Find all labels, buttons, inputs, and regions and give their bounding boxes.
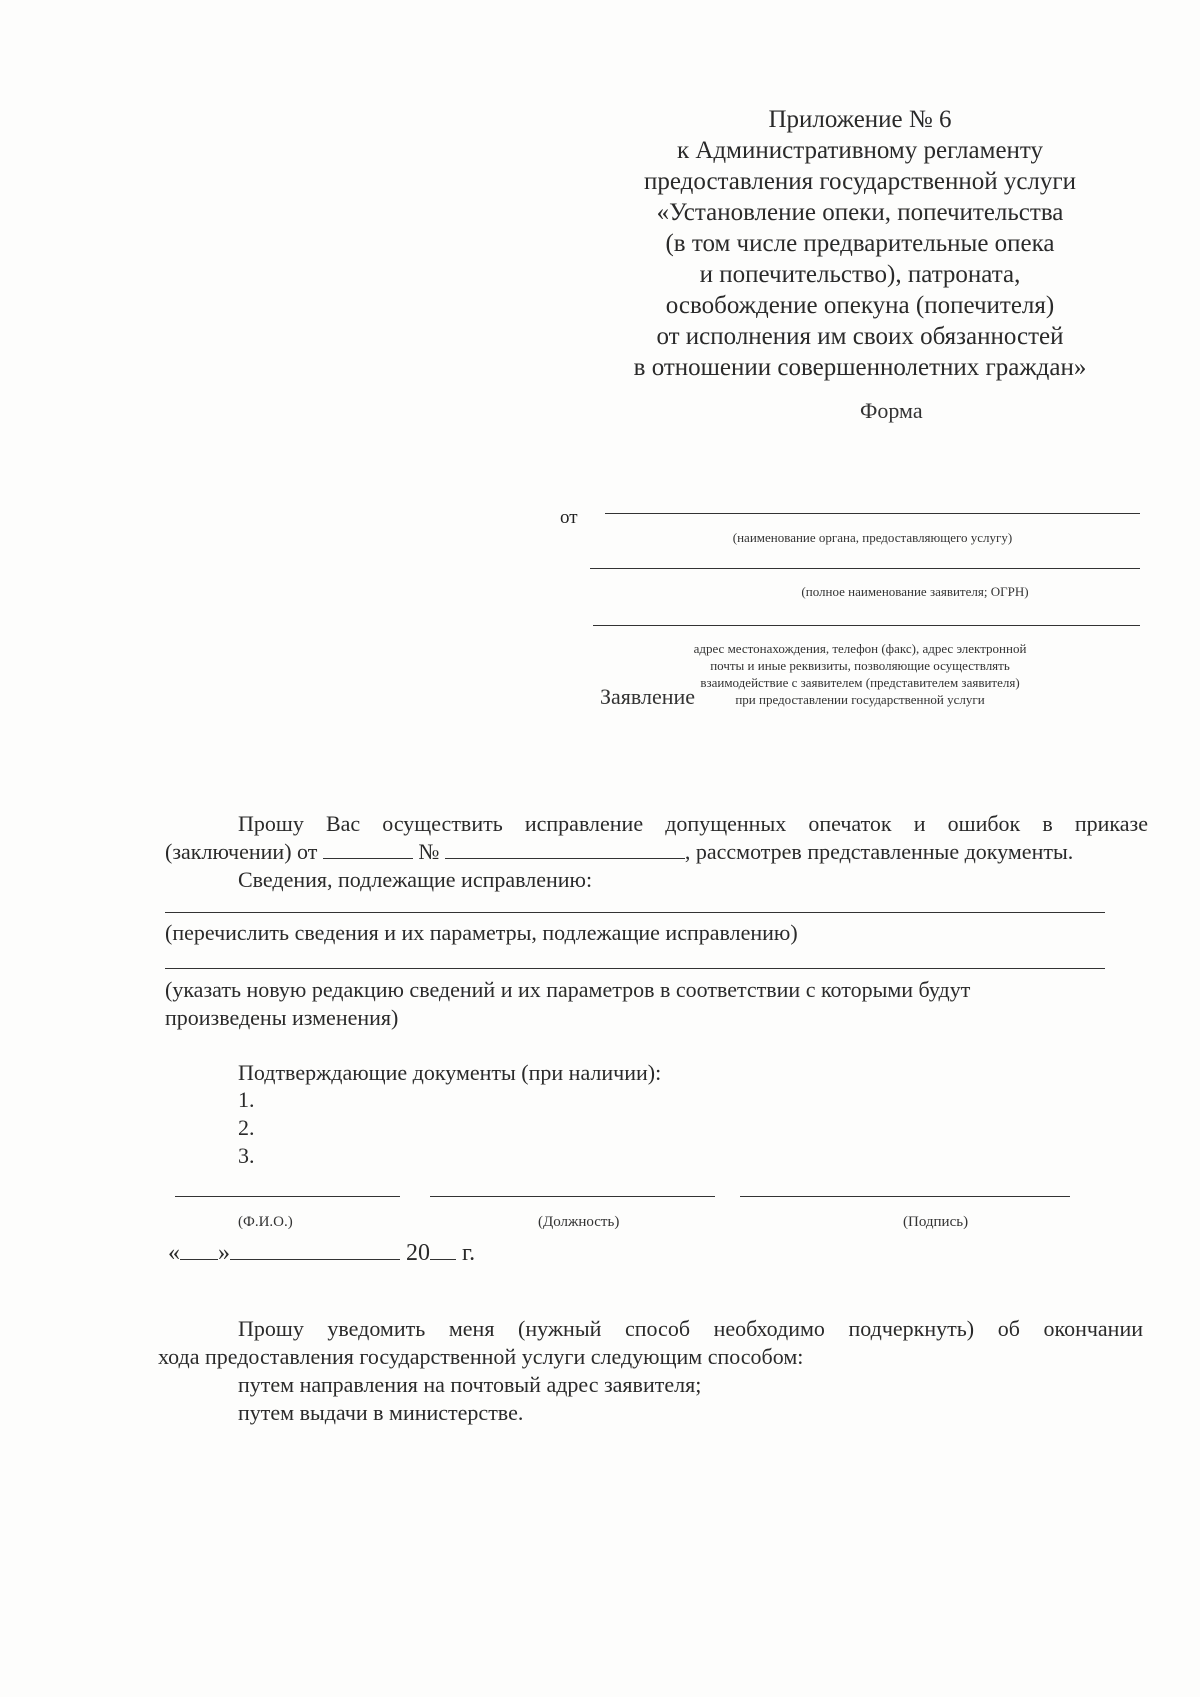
header-line: (в том числе предварительные опека <box>665 230 1055 257</box>
caption-line: взаимодействие с заявителем (представителем заявителя) <box>700 675 1020 690</box>
request-line-1: Прошу Вас осуществить исправление допущенных опечаток и ошибок в приказе <box>238 811 1148 836</box>
applicant-name-line[interactable] <box>590 568 1140 569</box>
order-number-field[interactable] <box>445 838 685 859</box>
supporting-docs-label: Подтверждающие документы (при наличии): <box>238 1060 662 1085</box>
header-line: от исполнения им своих обязанностей <box>656 323 1064 350</box>
caption-line: почты и иные реквизиты, позволяющие осуществлять <box>710 658 1010 673</box>
organ-name-caption: (наименование органа, предоставляющего услугу) <box>732 530 1013 545</box>
doc-item: 3. <box>238 1143 255 1168</box>
application-title: Заявление <box>600 684 696 709</box>
header-line: предоставления государственной услуги <box>643 168 1077 195</box>
year-field[interactable] <box>430 1239 456 1260</box>
order-date-field[interactable] <box>323 838 413 859</box>
applicant-address-line[interactable] <box>593 625 1140 626</box>
day-field[interactable] <box>180 1239 218 1260</box>
new-version-input-line[interactable] <box>165 968 1105 969</box>
year-prefix: 20 <box>406 1240 430 1266</box>
new-version-hint-line-2: произведены изменения) <box>165 1005 399 1030</box>
request-tail: , рассмотрев представленные документы. <box>684 839 1074 864</box>
conclusion-from-label: (заключении) от <box>165 839 318 864</box>
organ-name-line[interactable] <box>605 513 1140 514</box>
notify-option-ministry[interactable]: путем выдачи в министерстве. <box>238 1400 524 1425</box>
header-line: «Установление опеки, попечительства <box>656 199 1064 226</box>
corrections-input-line[interactable] <box>165 912 1105 913</box>
date-line <box>168 1239 475 1267</box>
notify-line-2: хода предоставления государственной услуги следующим способом: <box>158 1344 804 1369</box>
header-line: к Административному регламенту <box>676 137 1044 164</box>
notify-line-1: Прошу уведомить меня (нужный способ необходимо подчеркнуть) об окончании <box>238 1316 1143 1341</box>
from-label: от <box>560 507 578 528</box>
header-line: Приложение № 6 <box>768 106 952 133</box>
doc-item: 2. <box>238 1115 255 1140</box>
number-sign: № <box>418 839 440 864</box>
form-label: Форма <box>860 398 923 423</box>
position-caption: (Должность) <box>538 1214 620 1230</box>
header-line: освобождение опекуна (попечителя) <box>665 292 1055 319</box>
signature-line[interactable] <box>740 1196 1070 1197</box>
applicant-name-caption: (полное наименование заявителя; ОГРН) <box>801 584 1029 599</box>
doc-item: 1. <box>238 1087 255 1112</box>
new-version-hint-line-1: (указать новую редакцию сведений и их параметров в соответствии с которыми будут <box>165 977 971 1002</box>
position-line[interactable] <box>430 1196 715 1197</box>
appendix-header <box>590 104 1130 383</box>
notify-option-post[interactable]: путем направления на почтовый адрес заявителя; <box>238 1372 702 1397</box>
caption-line: адрес местонахождения, телефон (факс), адрес электронной <box>693 641 1027 656</box>
corrections-hint: (перечислить сведения и их параметры, подлежащие исправлению) <box>165 920 798 945</box>
date-quote-open: « <box>168 1240 180 1266</box>
header-line: в отношении совершеннолетних граждан» <box>633 354 1087 381</box>
signature-caption: (Подпись) <box>903 1214 969 1230</box>
month-field[interactable] <box>230 1239 400 1260</box>
request-line-2 <box>165 838 1073 866</box>
header-line: и попечительство), патроната, <box>699 261 1021 288</box>
caption-line: при предоставлении государственной услуги <box>735 692 985 707</box>
year-suffix: г. <box>462 1240 476 1266</box>
fio-line[interactable] <box>175 1196 400 1197</box>
date-quote-close: » <box>218 1240 230 1266</box>
corrections-label: Сведения, подлежащие исправлению: <box>238 867 593 892</box>
fio-caption: (Ф.И.О.) <box>238 1214 293 1230</box>
